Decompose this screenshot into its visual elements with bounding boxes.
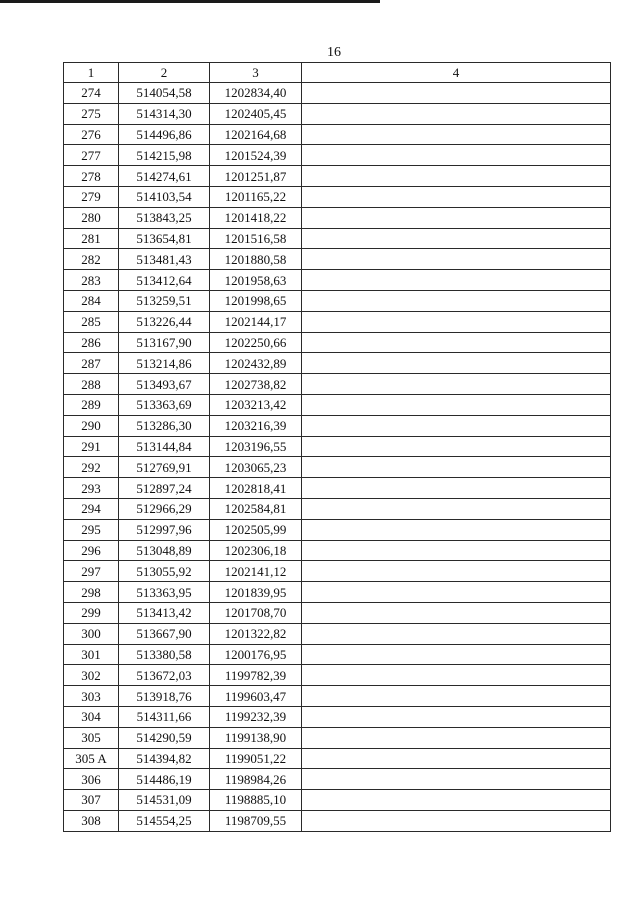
x-coordinate-cell: 513144,84 [119,436,210,457]
table-row [64,790,611,811]
table-row [64,394,611,415]
x-coordinate-cell: 513167,90 [119,332,210,353]
point-number-cell: 276 [64,124,119,145]
table-row [64,748,611,769]
table-row [64,478,611,499]
header-row [64,63,611,83]
table-row [64,582,611,603]
x-coordinate-cell: 514054,58 [119,83,210,104]
x-coordinate-cell: 513226,44 [119,311,210,332]
point-number-cell: 300 [64,623,119,644]
y-coordinate-cell: 1202818,41 [210,478,302,499]
x-coordinate-cell: 514394,82 [119,748,210,769]
table-header [64,63,611,83]
point-number-cell: 289 [64,394,119,415]
table-row [64,623,611,644]
y-coordinate-cell: 1203196,55 [210,436,302,457]
x-coordinate-cell: 514274,61 [119,166,210,187]
table-row [64,103,611,124]
note-cell [302,790,611,811]
column-header-3: 3 [210,63,302,83]
y-coordinate-cell: 1199782,39 [210,665,302,686]
point-number-cell: 297 [64,561,119,582]
note-cell [302,436,611,457]
table-row [64,436,611,457]
table-row [64,332,611,353]
table-row [64,311,611,332]
note-cell [302,706,611,727]
y-coordinate-cell: 1199603,47 [210,686,302,707]
y-coordinate-cell: 1198984,26 [210,769,302,790]
table-row [64,561,611,582]
x-coordinate-cell: 513843,25 [119,207,210,228]
y-coordinate-cell: 1201524,39 [210,145,302,166]
y-coordinate-cell: 1202432,89 [210,353,302,374]
y-coordinate-cell: 1202584,81 [210,498,302,519]
note-cell [302,207,611,228]
x-coordinate-cell: 514311,66 [119,706,210,727]
note-cell [302,561,611,582]
point-number-cell: 285 [64,311,119,332]
x-coordinate-cell: 513672,03 [119,665,210,686]
point-number-cell: 308 [64,810,119,831]
x-coordinate-cell: 513413,42 [119,602,210,623]
point-number-cell: 305 [64,727,119,748]
point-number-cell: 275 [64,103,119,124]
note-cell [302,228,611,249]
point-number-cell: 295 [64,519,119,540]
y-coordinate-cell: 1200176,95 [210,644,302,665]
x-coordinate-cell: 514103,54 [119,186,210,207]
y-coordinate-cell: 1199051,22 [210,748,302,769]
table-row [64,186,611,207]
table-row [64,124,611,145]
note-cell [302,186,611,207]
y-coordinate-cell: 1203213,42 [210,394,302,415]
table-row [64,706,611,727]
note-cell [302,623,611,644]
table-row [64,665,611,686]
note-cell [302,686,611,707]
point-number-cell: 281 [64,228,119,249]
x-coordinate-cell: 513055,92 [119,561,210,582]
x-coordinate-cell: 512769,91 [119,457,210,478]
point-number-cell: 307 [64,790,119,811]
y-coordinate-cell: 1202405,45 [210,103,302,124]
point-number-cell: 301 [64,644,119,665]
x-coordinate-cell: 514496,86 [119,124,210,145]
x-coordinate-cell: 513654,81 [119,228,210,249]
note-cell [302,457,611,478]
coordinates-table [63,62,611,832]
table-body [64,83,611,832]
point-number-cell: 306 [64,769,119,790]
note-cell [302,311,611,332]
x-coordinate-cell: 514554,25 [119,810,210,831]
table-row [64,374,611,395]
table-row [64,249,611,270]
y-coordinate-cell: 1198709,55 [210,810,302,831]
note-cell [302,332,611,353]
y-coordinate-cell: 1201998,65 [210,290,302,311]
point-number-cell: 304 [64,706,119,727]
table-row [64,540,611,561]
point-number-cell: 293 [64,478,119,499]
note-cell [302,270,611,291]
x-coordinate-cell: 514486,19 [119,769,210,790]
table-row [64,686,611,707]
point-number-cell: 282 [64,249,119,270]
note-cell [302,290,611,311]
x-coordinate-cell: 512997,96 [119,519,210,540]
x-coordinate-cell: 513667,90 [119,623,210,644]
table-row [64,353,611,374]
point-number-cell: 277 [64,145,119,166]
table-row [64,519,611,540]
x-coordinate-cell: 514314,30 [119,103,210,124]
x-coordinate-cell: 513481,43 [119,249,210,270]
note-cell [302,166,611,187]
table-row [64,83,611,104]
y-coordinate-cell: 1202141,12 [210,561,302,582]
y-coordinate-cell: 1201322,82 [210,623,302,644]
x-coordinate-cell: 513214,86 [119,353,210,374]
table-row [64,207,611,228]
note-cell [302,83,611,104]
y-coordinate-cell: 1202164,68 [210,124,302,145]
y-coordinate-cell: 1202738,82 [210,374,302,395]
note-cell [302,124,611,145]
x-coordinate-cell: 513048,89 [119,540,210,561]
point-number-cell: 287 [64,353,119,374]
note-cell [302,644,611,665]
table-row [64,602,611,623]
note-cell [302,665,611,686]
table-row [64,228,611,249]
note-cell [302,103,611,124]
note-cell [302,540,611,561]
y-coordinate-cell: 1201418,22 [210,207,302,228]
table-row [64,769,611,790]
table-row [64,290,611,311]
top-border-line [0,0,380,3]
note-cell [302,249,611,270]
y-coordinate-cell: 1202306,18 [210,540,302,561]
note-cell [302,374,611,395]
y-coordinate-cell: 1199232,39 [210,706,302,727]
y-coordinate-cell: 1199138,90 [210,727,302,748]
column-header-1: 1 [64,63,119,83]
note-cell [302,810,611,831]
column-header-2: 2 [119,63,210,83]
point-number-cell: 299 [64,602,119,623]
point-number-cell: 303 [64,686,119,707]
y-coordinate-cell: 1201165,22 [210,186,302,207]
note-cell [302,602,611,623]
point-number-cell: 284 [64,290,119,311]
note-cell [302,394,611,415]
point-number-cell: 278 [64,166,119,187]
table-row [64,166,611,187]
point-number-cell: 279 [64,186,119,207]
y-coordinate-cell: 1203065,23 [210,457,302,478]
y-coordinate-cell: 1203216,39 [210,415,302,436]
y-coordinate-cell: 1202834,40 [210,83,302,104]
point-number-cell: 296 [64,540,119,561]
x-coordinate-cell: 512966,29 [119,498,210,519]
x-coordinate-cell: 513286,30 [119,415,210,436]
point-number-cell: 305 A [64,748,119,769]
x-coordinate-cell: 513259,51 [119,290,210,311]
x-coordinate-cell: 513493,67 [119,374,210,395]
table-row [64,644,611,665]
table-row [64,810,611,831]
column-header-4: 4 [302,63,611,83]
y-coordinate-cell: 1201880,58 [210,249,302,270]
y-coordinate-cell: 1201958,63 [210,270,302,291]
table-row [64,498,611,519]
x-coordinate-cell: 513918,76 [119,686,210,707]
y-coordinate-cell: 1201708,70 [210,602,302,623]
y-coordinate-cell: 1201516,58 [210,228,302,249]
note-cell [302,498,611,519]
x-coordinate-cell: 513363,69 [119,394,210,415]
y-coordinate-cell: 1202505,99 [210,519,302,540]
point-number-cell: 302 [64,665,119,686]
point-number-cell: 286 [64,332,119,353]
x-coordinate-cell: 512897,24 [119,478,210,499]
note-cell [302,353,611,374]
point-number-cell: 283 [64,270,119,291]
table-row [64,415,611,436]
page-number: 16 [327,45,341,60]
y-coordinate-cell: 1202250,66 [210,332,302,353]
point-number-cell: 288 [64,374,119,395]
note-cell [302,748,611,769]
point-number-cell: 274 [64,83,119,104]
note-cell [302,145,611,166]
note-cell [302,415,611,436]
y-coordinate-cell: 1202144,17 [210,311,302,332]
x-coordinate-cell: 514531,09 [119,790,210,811]
point-number-cell: 290 [64,415,119,436]
point-number-cell: 294 [64,498,119,519]
note-cell [302,582,611,603]
x-coordinate-cell: 514290,59 [119,727,210,748]
table-row [64,270,611,291]
table-row [64,727,611,748]
y-coordinate-cell: 1201839,95 [210,582,302,603]
note-cell [302,519,611,540]
note-cell [302,727,611,748]
note-cell [302,478,611,499]
point-number-cell: 298 [64,582,119,603]
x-coordinate-cell: 513380,58 [119,644,210,665]
x-coordinate-cell: 513363,95 [119,582,210,603]
table-row [64,457,611,478]
point-number-cell: 280 [64,207,119,228]
note-cell [302,769,611,790]
table-row [64,145,611,166]
x-coordinate-cell: 513412,64 [119,270,210,291]
y-coordinate-cell: 1201251,87 [210,166,302,187]
point-number-cell: 292 [64,457,119,478]
x-coordinate-cell: 514215,98 [119,145,210,166]
point-number-cell: 291 [64,436,119,457]
y-coordinate-cell: 1198885,10 [210,790,302,811]
